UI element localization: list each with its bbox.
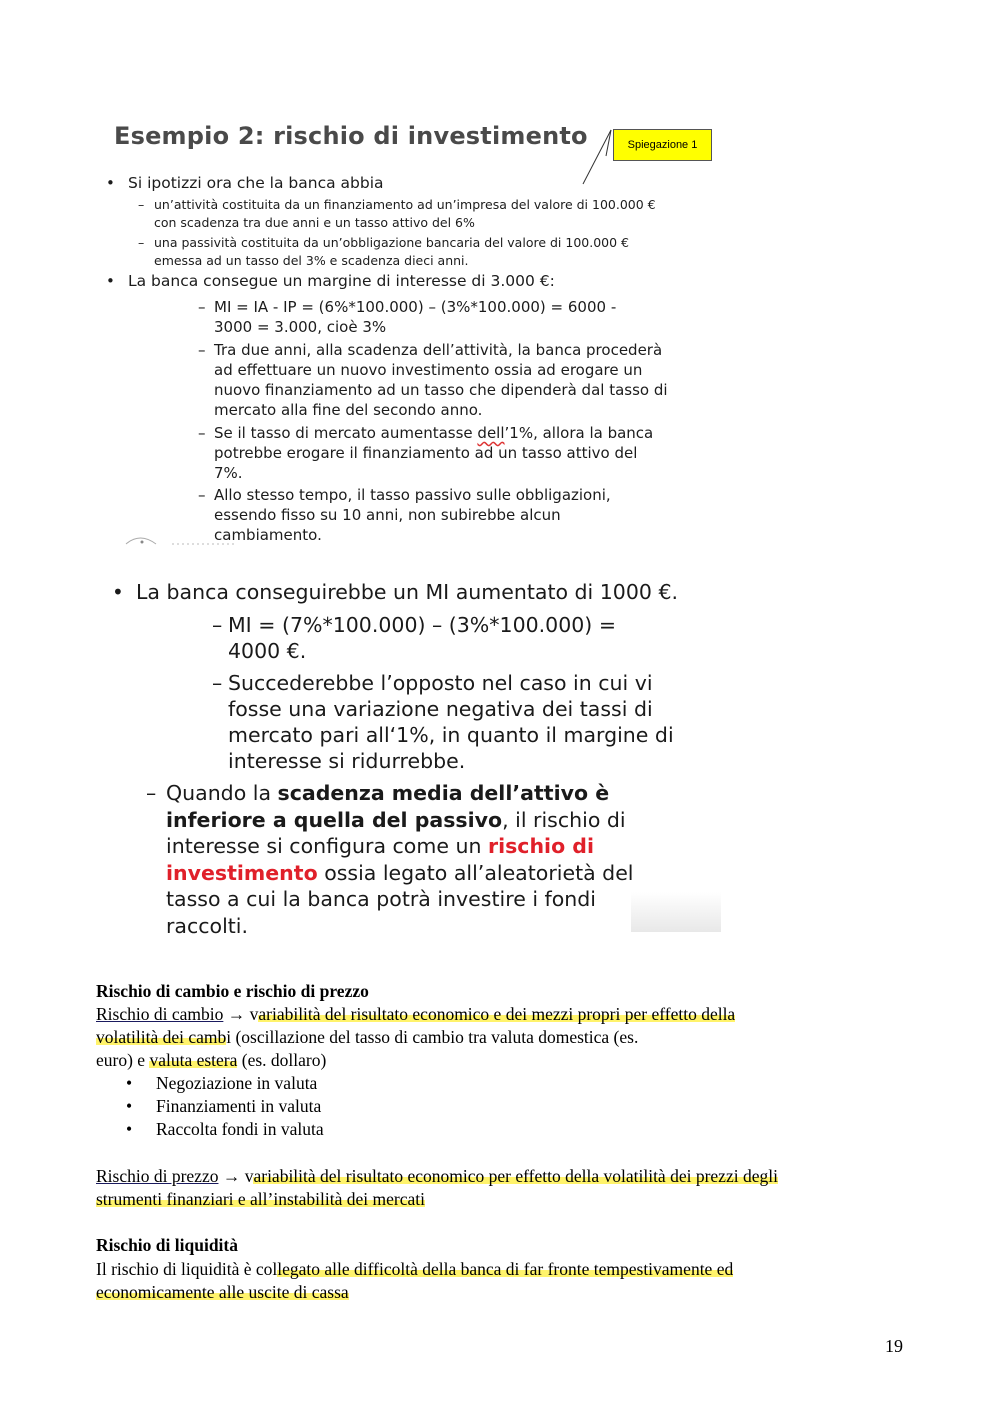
- bullet-item: • La banca conseguirebbe un MI aumentato di 1000 €.: [112, 580, 679, 604]
- paragraph-line: euro) e valuta estera (es. dollaro): [96, 1050, 327, 1070]
- callout-box: Spiegazione 1: [613, 129, 712, 161]
- sub-item: – Se il tasso di mercato aumentasse dell’1%, allora la banca potrebbe erogare il finanziamento ad un tasso attivo del 7%.: [198, 424, 654, 482]
- slide-image-2: [96, 570, 721, 938]
- term-rischio-di-prezzo: Rischio di prezzo: [96, 1166, 219, 1186]
- paragraph-line: Rischio di cambio → variabilità del risultato economico e dei mezzi propri per effetto della: [96, 1004, 736, 1024]
- paragraph-line: volatilità dei cambi (oscillazione del tasso di cambio tra valuta domestica (es.: [96, 1027, 639, 1047]
- bullet-item: • La banca consegue un margine di interesse di 3.000 €:: [106, 272, 555, 290]
- paragraph-line: Rischio di prezzo → variabilità del risultato economico per effetto della volatilità dei prezzi degli: [96, 1166, 778, 1186]
- sub-item: – Tra due anni, alla scadenza dell’attività, la banca procederà ad effettuare un nuovo investimento ossia ad erogare un nuovo finanziamento ad un tasso che dipenderà dal tasso di mercato alla fine del secondo anno.: [198, 341, 668, 419]
- sub-item: – Quando la scadenza media dell’attivo è inferiore a quella del passivo, il rischio di interesse si configura come un rischio di investimento ossia legato all’aleatorietà del tasso a cui la banca potrà investire i fondi raccolti.: [146, 781, 634, 938]
- arrow-icon: →: [227, 1004, 246, 1024]
- arrow-icon: →: [222, 1166, 241, 1186]
- list-item: • Finanziamenti in valuta: [126, 1095, 324, 1118]
- callout-pointer: [580, 128, 614, 188]
- term-rischio-di-cambio: Rischio di cambio: [96, 1004, 224, 1024]
- paragraph-line: Il rischio di liquidità è collegato alle difficoltà della banca di far fronte tempestivamente ed: [96, 1259, 734, 1279]
- bullet-item: • Si ipotizzi ora che la banca abbia: [106, 174, 384, 192]
- image-edge-shading: [631, 892, 721, 932]
- section-heading: Rischio di liquidità: [96, 1235, 238, 1255]
- sub-item: – Succederebbe l’opposto nel caso in cui vi fosse una variazione negativa dei tassi di mercato pari all‘1%, in quanto il margine di interesse si ridurrebbe.: [212, 671, 674, 773]
- paragraph-line: economicamente alle uscite di cassa: [96, 1282, 349, 1302]
- slide-title: Esempio 2: rischio di investimento: [114, 122, 588, 150]
- logo-fragment: [124, 528, 244, 548]
- sub-item: – Allo stesso tempo, il tasso passivo sulle obbligazioni, essendo fisso su 10 anni, non subirebbe alcun cambiamento.: [198, 486, 611, 544]
- sub-item: – MI = IA - IP = (6%*100.000) – (3%*100.000) = 6000 - 3000 = 3.000, cioè 3%: [198, 298, 617, 336]
- sub-item: – MI = (7%*100.000) – (3%*100.000) = 4000 €.: [212, 613, 616, 663]
- bullet-list: [126, 1072, 324, 1141]
- sub-item: – una passività costituita da un’obbligazione bancaria del valore di 100.000 € emessa ad un tasso del 3% e scadenza dieci anni.: [138, 235, 629, 268]
- slide-image-1: [96, 110, 726, 550]
- list-item: • Raccolta fondi in valuta: [126, 1118, 324, 1141]
- sub-item: – un’attività costituita da un finanziamento ad un’impresa del valore di 100.000 € con scadenza tra due anni e un tasso attivo del 6%: [138, 197, 656, 230]
- section-heading: Rischio di cambio e rischio di prezzo: [96, 981, 369, 1001]
- paragraph-line: strumenti finanziari e all’instabilità dei mercati: [96, 1189, 425, 1209]
- list-item: • Negoziazione in valuta: [126, 1072, 324, 1095]
- page-number: 19: [885, 1336, 903, 1356]
